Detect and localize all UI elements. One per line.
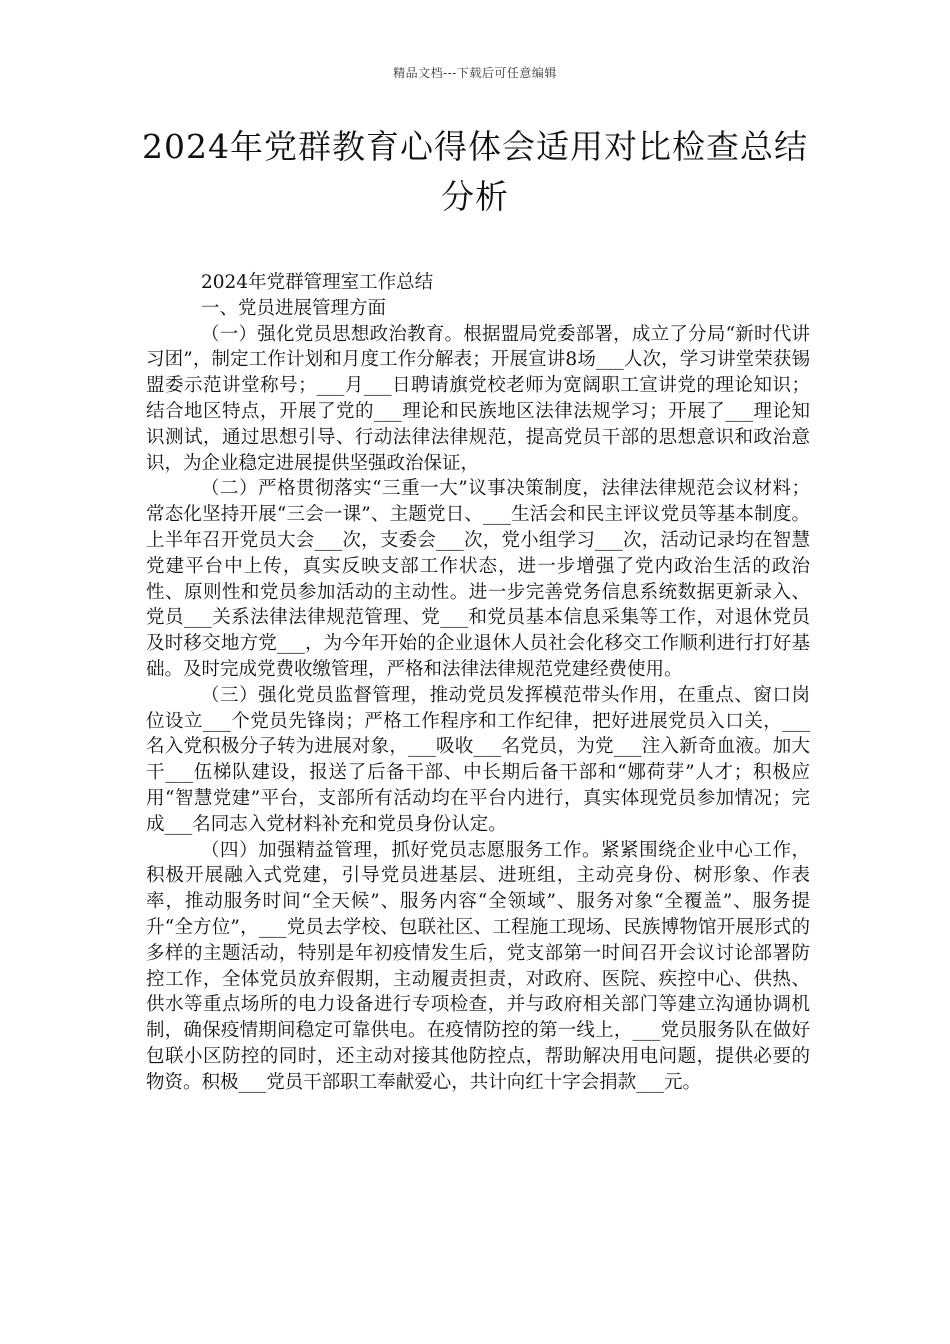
section-heading: 一、党员进展管理方面	[201, 297, 387, 319]
document-subtitle: 2024年党群管理室工作总结	[201, 272, 434, 293]
page-header: 精品文档---下载后可任意编辑	[393, 66, 557, 80]
paragraph-3: （三）强化党员监督管理，推动党员发挥模范带头作用，在重点、窗口岗位设立___个党员先锋岗；严格工作程序和工作纪律，把好进展党员入口关，___名入党积极分子转为进展对象，___吸收___名党员，为党___注入新奇血液。加大干___伍梯队建设，报送了后备干部、中长期后备干部和“娜荷芽”人才；积极应用“智慧党建”平台，支部所有活动均在平台内进行，真实体现党员参加情况；完成___名同志入党材料补充和党员身份认定。	[146, 684, 810, 835]
paragraph-2: （二）严格贯彻落实“三重一大”议事决策制度，法律法律规范会议材料；常态化坚持开展“三会一课”、主题党日、___生活会和民主评议党员等基本制度。上半年召开党员大会___次，支委会___次，党小组学习___次，活动记录均在智慧党建平台中上传，真实反映支部工作状态，进一步增强了党内政治生活的政治性、原则性和党员参加活动的主动性。进一步完善党务信息系统数据更新录入、党员___关系法律法律规范管理、党___和党员基本信息采集等工作，对退休党员及时移交地方党___，为今年开始的企业退休人员社会化移交工作顺利进行打好基础。及时完成党费收缴管理，严格和法律法律规范党建经费使用。	[146, 478, 810, 680]
paragraph-1: （一）强化党员思想政治教育。根据盟局党委部署，成立了分局“新时代讲习团”，制定工作计划和月度工作分解表；开展宣讲8场___人次，学习讲堂荣获锡盟委示范讲堂称号；___月___日聘请旗党校老师为宽阔职工宣讲党的理论知识；结合地区特点，开展了党的___理论和民族地区法律法规学习；开展了___理论知识测试，通过思想引导、行动法律法律规范，提高党员干部的思想意识和政治意识，为企业稳定进展提供坚强政治保证，	[146, 323, 810, 474]
document-title: 2024年党群教育心得体会适用对比检查总结分析	[142, 127, 808, 216]
paragraph-4: （四）加强精益管理，抓好党员志愿服务工作。紧紧围绕企业中心工作，积极开展融入式党建，引导党员进基层、进班组，主动亮身份、树形象、作表率，推动服务时间“全天候”、服务内容“全领域”、服务对象“全覆盖”、服务提升“全方位”，___党员去学校、包联社区、工程施工现场、民族博物馆开展形式的多样的主题活动，特别是年初疫情发生后，党支部第一时间召开会议讨论部署防控工作，全体党员放弃假期，主动履责担责，对政府、医院、疾控中心、供热、供水等重点场所的电力设备进行专项检查，并与政府相关部门等建立沟通协调机制，确保疫情期间稳定可靠供电。在疫情防控的第一线上，___党员服务队在做好包联小区防控的同时，还主动对接其他防控点，帮助解决用电问题，提供必要的物资。积极___党员干部职工奉献爱心，共计向红十字会捐款___元。	[146, 839, 810, 1093]
document-body	[146, 270, 810, 1096]
